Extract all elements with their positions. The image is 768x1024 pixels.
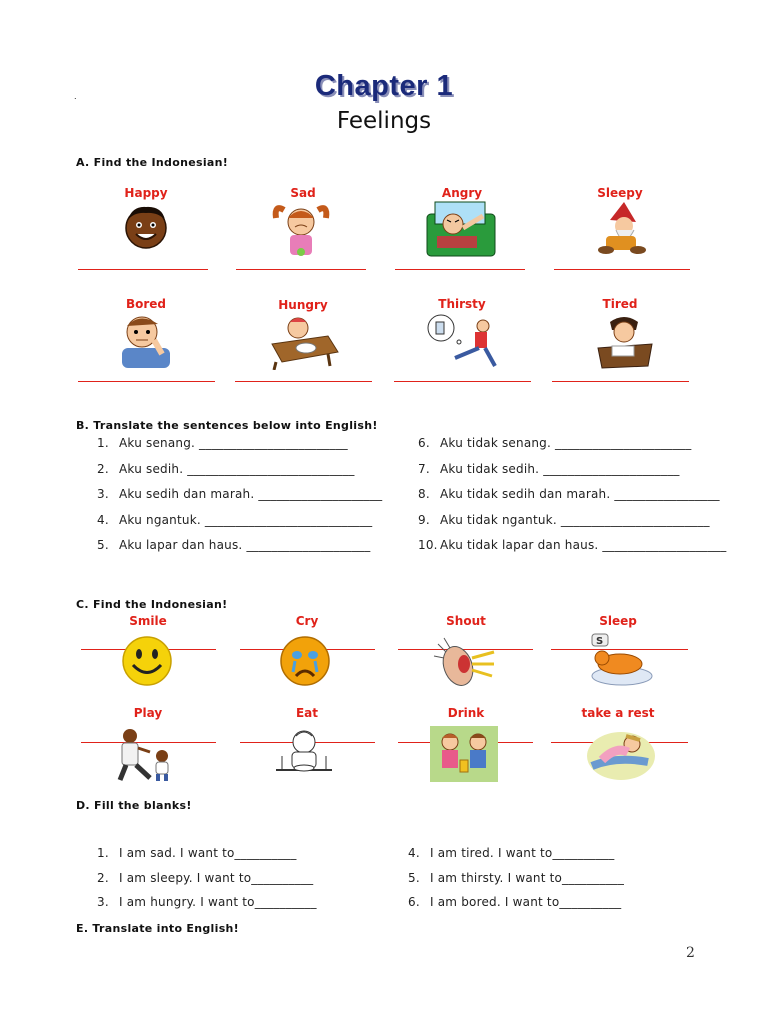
tired-girl-icon	[596, 314, 654, 370]
sleeping-cat-icon	[588, 632, 654, 688]
label-happy: Happy	[124, 186, 168, 200]
label-tired: Tired	[602, 297, 638, 311]
translate-item-9: 9. Aku tidak ngantuk. ________________________	[418, 513, 710, 527]
resting-woman-icon	[586, 726, 656, 782]
hungry-boy-icon	[266, 314, 340, 370]
label-thirsty: Thirsty	[438, 297, 486, 311]
label-hungry: Hungry	[278, 298, 328, 312]
drinking-kids-icon	[430, 726, 498, 782]
label-sad: Sad	[290, 186, 316, 200]
bored-boy-icon	[118, 310, 174, 370]
label-sleep: Sleep	[599, 614, 637, 628]
section-e-heading: E. Translate into English!	[76, 922, 239, 935]
eating-man-icon	[274, 726, 334, 780]
translate-item-1: 1. Aku senang. ________________________	[97, 436, 348, 450]
answer-line-sad[interactable]	[236, 269, 366, 270]
fill-item-1: 1. I am sad. I want to__________	[97, 846, 297, 860]
translate-item-3: 3. Aku sedih dan marah. ____________________	[97, 487, 383, 501]
page-number: 2	[686, 945, 695, 961]
fill-item-4: 4. I am tired. I want to__________	[408, 846, 615, 860]
label-smile: Smile	[129, 614, 167, 628]
shouting-man-icon	[432, 634, 496, 688]
translate-item-2: 2. Aku sedih. ___________________________	[97, 462, 355, 476]
stray-dot: .	[74, 92, 77, 101]
crying-face-icon	[278, 634, 332, 688]
answer-line-happy[interactable]	[78, 269, 208, 270]
translate-item-10: 10. Aku tidak lapar dan haus. ____________________	[418, 538, 727, 552]
section-c-heading: C. Find the Indonesian!	[76, 598, 228, 611]
fill-item-2: 2. I am sleepy. I want to__________	[97, 871, 314, 885]
fill-item-5: 5. I am thirsty. I want to__________	[408, 871, 625, 885]
angry-driver-icon	[425, 198, 497, 258]
translate-item-8: 8. Aku tidak sedih dan marah. _________________	[418, 487, 720, 501]
label-play: Play	[133, 706, 163, 720]
section-d-heading: D. Fill the blanks!	[76, 799, 192, 812]
translate-item-4: 4. Aku ngantuk. ___________________________	[97, 513, 373, 527]
fill-item-6: 6. I am bored. I want to__________	[408, 895, 622, 909]
label-sleepy: Sleepy	[597, 186, 643, 200]
playing-father-child-icon	[116, 726, 176, 782]
answer-line-hungry[interactable]	[235, 381, 372, 382]
answer-line-angry[interactable]	[395, 269, 525, 270]
label-eat: Eat	[295, 706, 319, 720]
translate-item-6: 6. Aku tidak senang. ______________________	[418, 436, 692, 450]
label-shout: Shout	[446, 614, 486, 628]
answer-line-bored[interactable]	[78, 381, 215, 382]
answer-line-sleepy[interactable]	[554, 269, 690, 270]
chapter-heading: Chapter 1	[314, 70, 454, 102]
label-cry: Cry	[295, 614, 319, 628]
translate-item-5: 5. Aku lapar dan haus. ____________________	[97, 538, 371, 552]
translate-item-7: 7. Aku tidak sedih. ______________________	[418, 462, 680, 476]
label-bored: Bored	[125, 297, 167, 311]
smiley-icon	[120, 634, 174, 688]
thirsty-person-icon	[425, 312, 505, 368]
happy-face-icon	[118, 200, 174, 258]
page-title: Feelings	[336, 108, 432, 134]
label-angry: Angry	[441, 186, 483, 200]
answer-line-tired[interactable]	[552, 381, 689, 382]
svg-text:S: S	[596, 636, 604, 647]
answer-line-thirsty[interactable]	[394, 381, 531, 382]
label-take-a-rest: take a rest	[581, 706, 655, 720]
section-a-heading: A. Find the Indonesian!	[76, 156, 229, 169]
fill-item-3: 3. I am hungry. I want to__________	[97, 895, 317, 909]
sleepy-dwarf-icon	[594, 200, 650, 258]
label-drink: Drink	[447, 706, 485, 720]
sad-girl-icon	[270, 200, 332, 258]
section-b-heading: B. Translate the sentences below into English!	[76, 419, 378, 432]
